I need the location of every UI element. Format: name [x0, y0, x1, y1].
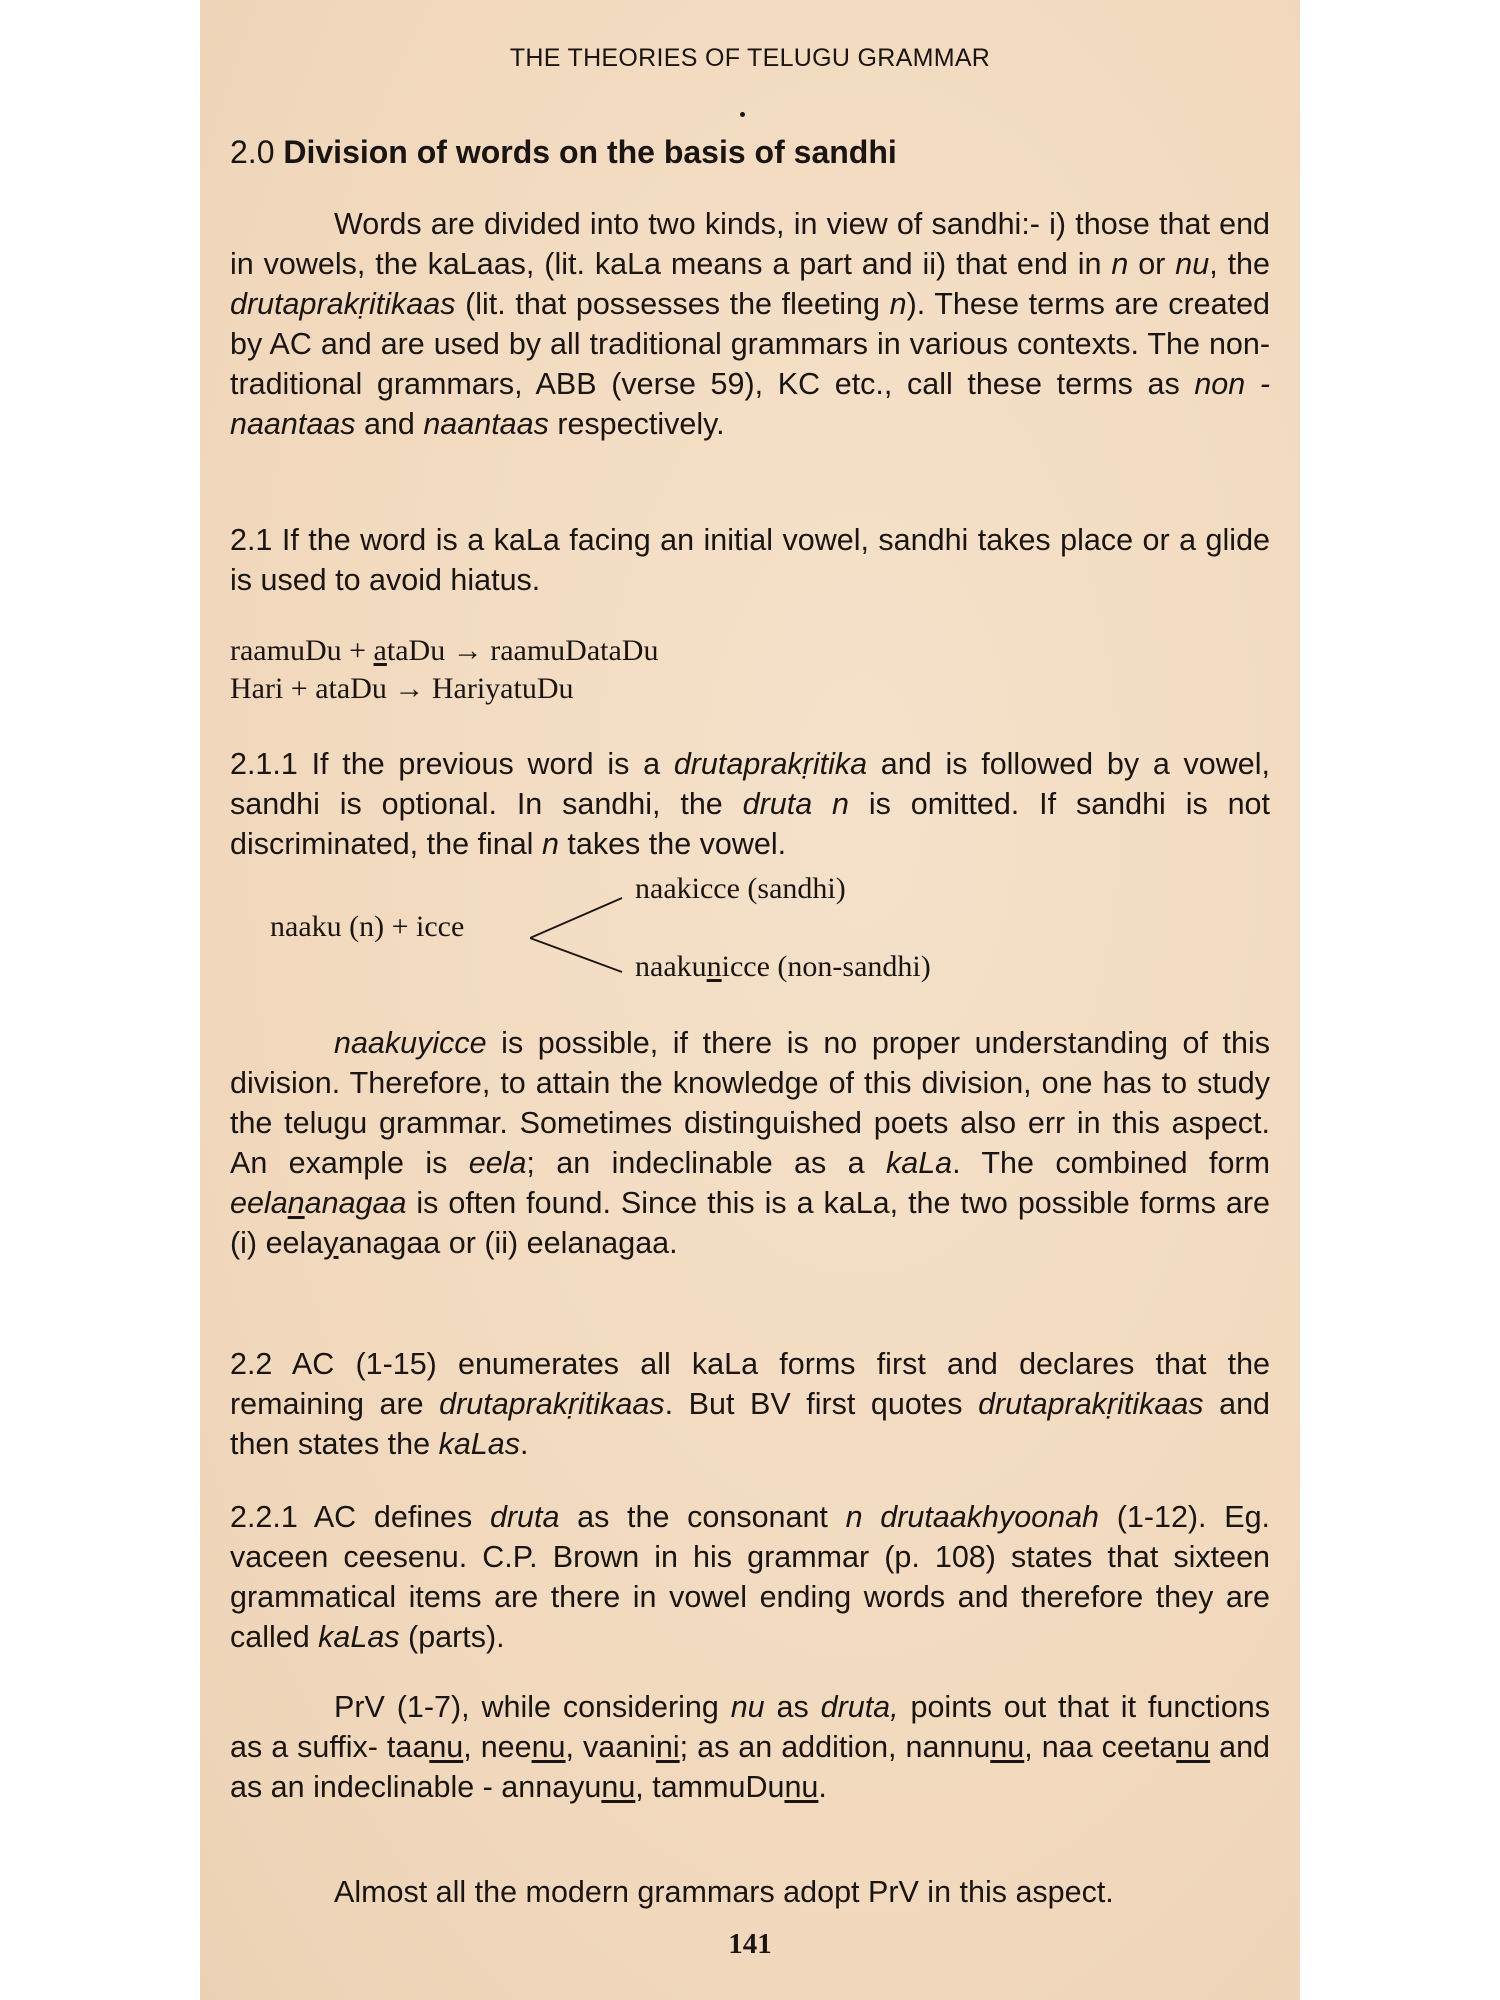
section-number: 2.0: [230, 134, 275, 170]
ink-dot: [740, 112, 745, 117]
tree-branch-lines: [530, 890, 640, 980]
example-line-1: raamuDu + ataDu → raamuDataDu: [230, 634, 659, 667]
paragraph-prv: PrV (1-7), while considering nu as druta, points out that it functions as a suffix- taanu, neenu, vaanini; as an addition, nannunu, naa ceetanu and as an indeclinable - annayunu, tammuDunu.: [230, 1690, 1270, 1804]
section-title: Division of words on the basis of sandhi: [283, 134, 897, 170]
tree-root: naaku (n) + icce: [270, 910, 465, 943]
tree-upper-branch: naakicce (sandhi): [635, 872, 846, 905]
paragraph-2-2: 2.2 AC (1-15) enumerates all kaLa forms first and declares that the remaining are drutaprakṛitikaas. But BV first quotes drutaprakṛitikaas and then states the kaLas.: [230, 1347, 1270, 1461]
book-page: [200, 0, 1300, 2000]
paragraph-2-1: 2.1 If the word is a kaLa facing an initial vowel, sandhi takes place or a glide is used to avoid hiatus.: [230, 523, 1270, 597]
page-number: 141: [728, 1928, 772, 1960]
tree-lower-branch: naakunicce (non-sandhi): [635, 950, 931, 983]
paragraph-closing: Almost all the modern grammars adopt PrV in this aspect.: [334, 1875, 1114, 1909]
paragraph-word-kinds: Words are divided into two kinds, in view of sandhi:- i) those that end in vowels, the kaLaas, (lit. kaLa means a part and ii) that end in n or nu, the drutaprakṛitikaas (lit. that possesses the fleeting n). These terms are created by AC and are used by all traditional grammars in various contexts. The non-traditional grammars, ABB (verse 59), KC etc., call these terms as non -naantaas and naantaas respectively.: [230, 207, 1270, 441]
paragraph-2-2-1: 2.2.1 AC defines druta as the consonant n drutaakhyoonah (1-12). Eg. vaceen ceesenu. C.P. Brown in his grammar (p. 108) states that sixteen grammatical items are there in vowel ending words and therefore they are called kaLas (parts).: [230, 1500, 1271, 1654]
example-line-2: Hari + ataDu → HariyatuDu: [230, 672, 574, 705]
running-head: THE THEORIES OF TELUGU GRAMMAR: [509, 44, 991, 72]
paragraph-2-1-1: 2.1.1 If the previous word is a drutaprakṛitika and is followed by a vowel, sandhi is optional. In sandhi, the druta n is omitted. If sandhi is not discriminated, the final n takes the vowel.: [230, 747, 1270, 861]
section-heading: [230, 134, 897, 171]
arrow-icon: →: [452, 634, 483, 667]
paragraph-naakuyicce: naakuyicce is possible, if there is no proper understanding of this division. Therefore, to attain the knowledge of this division, one has to study the telugu grammar. Sometimes distinguished poets also err in this aspect. An example is eela; an indeclinable as a kaLa. The combined form eelananagaa is often found. Since this is a kaLa, the two possible forms are (i) eelayanagaa or (ii) eelanagaa.: [230, 1026, 1270, 1260]
arrow-icon: →: [394, 672, 425, 705]
